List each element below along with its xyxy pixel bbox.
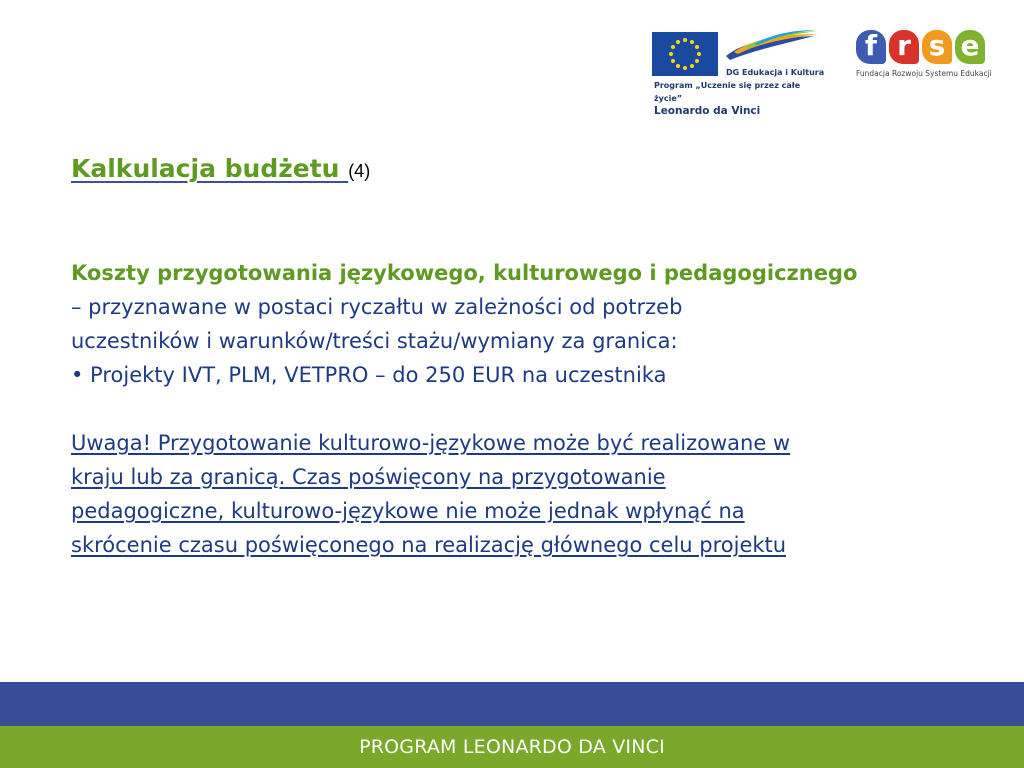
bullet-item: • Projekty IVT, PLM, VETPRO – do 250 EUR na uczestnika [71, 363, 667, 387]
slide-title [71, 152, 370, 188]
leonardo-da-vinci-logo [652, 30, 825, 117]
slide-title-text: Kalkulacja budżetu [71, 154, 349, 183]
note-line-3[interactable]: pedagogiczne, kulturowo-językowe nie może jednak wpłynąć na [71, 499, 745, 523]
program-label: Program „Uczenie się przez całe życie” [654, 81, 801, 103]
cost-heading: Koszty przygotowania językowego, kulturowego i pedagogicznego [71, 261, 858, 285]
lifelong-learning-swoosh-icon [724, 30, 820, 66]
frse-letter-f: f [856, 30, 886, 64]
frse-letter-e: e [955, 30, 985, 64]
frse-logo [856, 30, 996, 86]
spacer [71, 392, 971, 426]
footer-label: PROGRAM LEONARDO DA VINCI [359, 736, 665, 758]
frse-caption: Fundacja Rozwoju Systemu Edukacji [856, 69, 992, 78]
note-line-1[interactable]: Uwaga! Przygotowanie kulturowo-językowe może być realizowane w [71, 431, 791, 455]
note-line-4[interactable]: skrócenie czasu poświęconego na realizację głównego celu projektu [71, 533, 787, 557]
note-line-2[interactable]: kraju lub za granicą. Czas poświęcony na przygotowanie [71, 465, 666, 489]
footer-blue-band [0, 682, 1024, 726]
description-line-2: uczestników i warunków/treści stażu/wymiany za granica: [71, 329, 678, 353]
slide-title-number: (4) [348, 161, 371, 181]
dg-edukacja-label: DG Edukacja i Kultura [726, 68, 825, 77]
frse-letter-r: r [889, 30, 919, 64]
frse-letter-s: s [922, 30, 952, 64]
footer-green-band [0, 726, 1024, 768]
description-line-1: – przyznawane w postaci ryczałtu w zależności od potrzeb [71, 295, 683, 319]
slide-content [71, 256, 971, 562]
leonardo-label: Leonardo da Vinci [654, 105, 761, 117]
